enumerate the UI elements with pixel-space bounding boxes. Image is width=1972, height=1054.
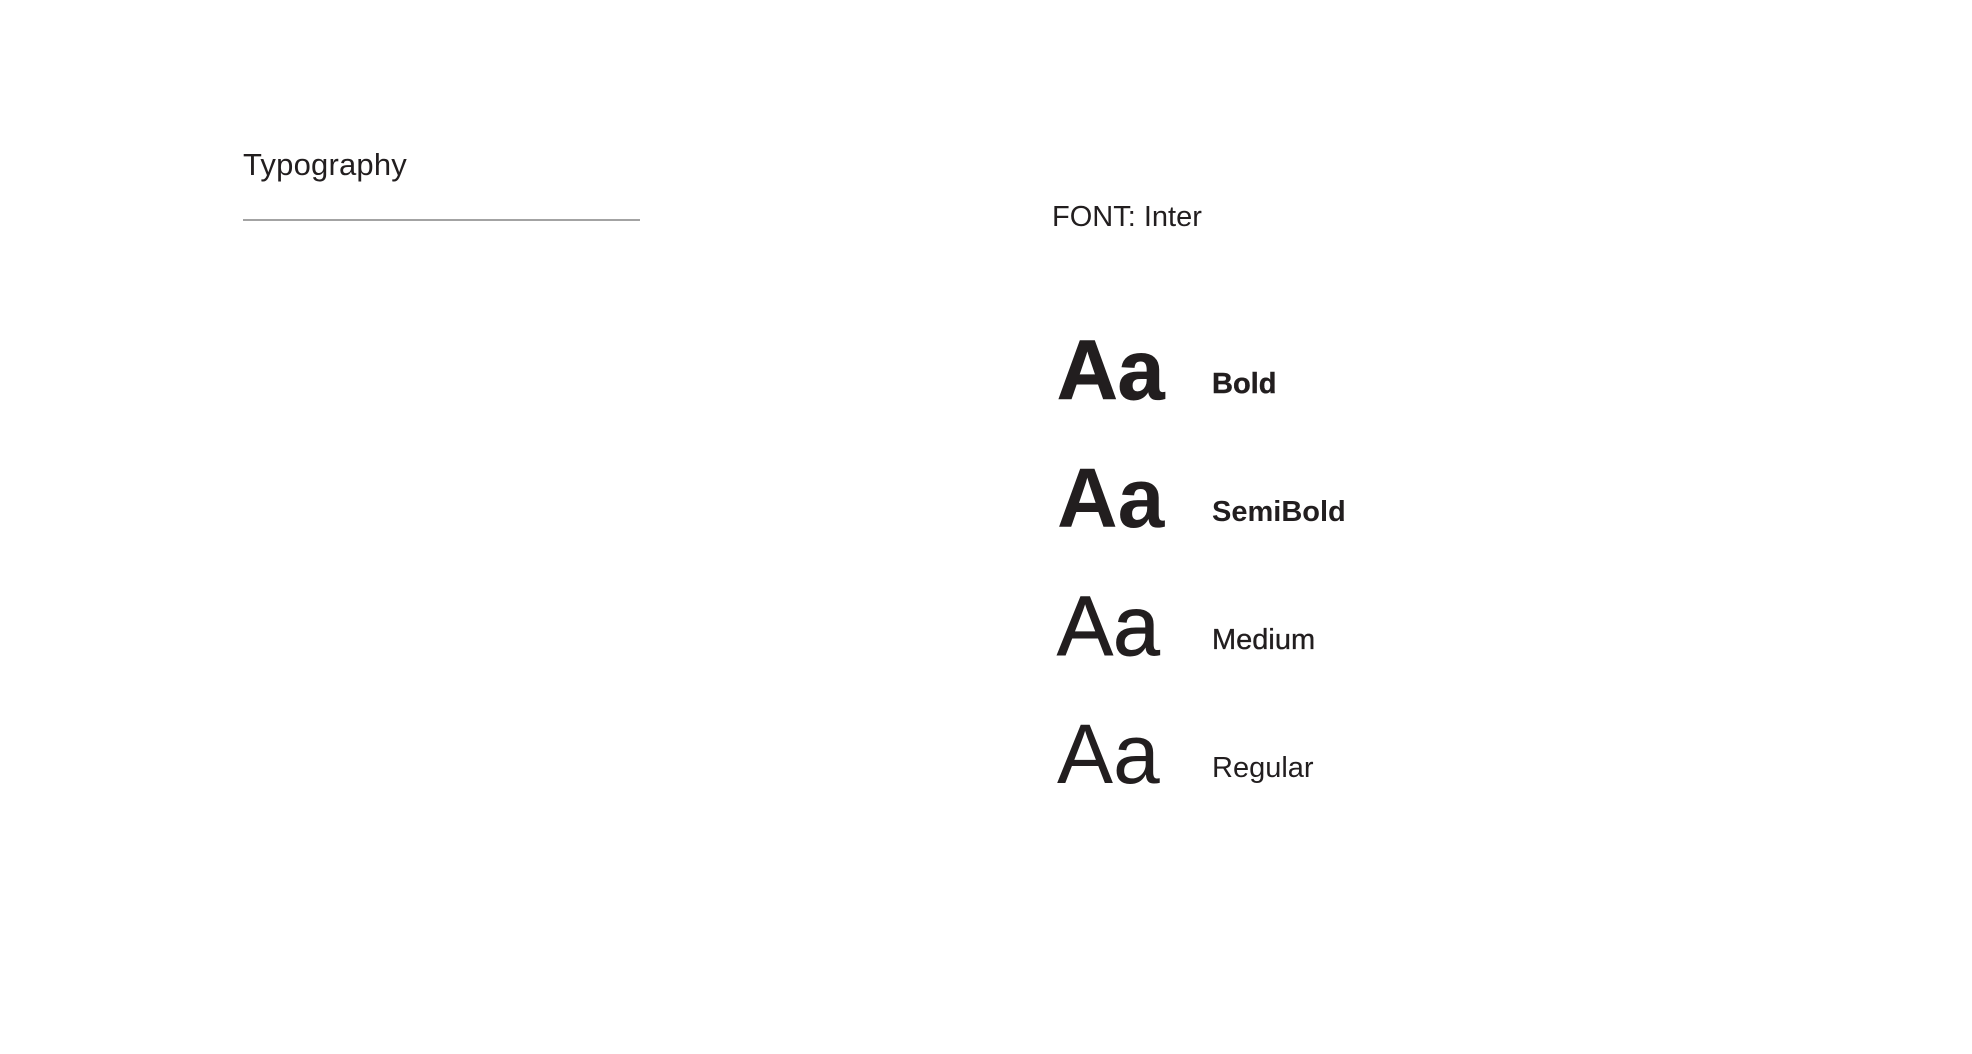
weight-row-bold: [1057, 323, 1346, 417]
specimen-aa-semibold: Aa: [1057, 451, 1165, 545]
page-title: Typography: [243, 147, 407, 182]
weight-specimen-list: [1057, 323, 1346, 840]
weight-row-medium: [1057, 579, 1346, 673]
title-divider: [243, 219, 640, 221]
weight-label-bold: Bold: [1212, 368, 1277, 400]
weight-label-regular: Regular: [1212, 752, 1314, 784]
weight-row-semibold: [1057, 451, 1346, 545]
weight-label-semibold: SemiBold: [1212, 496, 1346, 528]
specimen-aa-regular: Aa: [1057, 707, 1160, 801]
weight-row-regular: [1057, 707, 1346, 801]
specimen-aa-medium: Aa: [1057, 579, 1160, 673]
weight-label-medium: Medium: [1212, 624, 1316, 656]
specimen-aa-bold: Aa: [1057, 323, 1165, 417]
font-name-label: FONT: Inter: [1052, 201, 1202, 233]
